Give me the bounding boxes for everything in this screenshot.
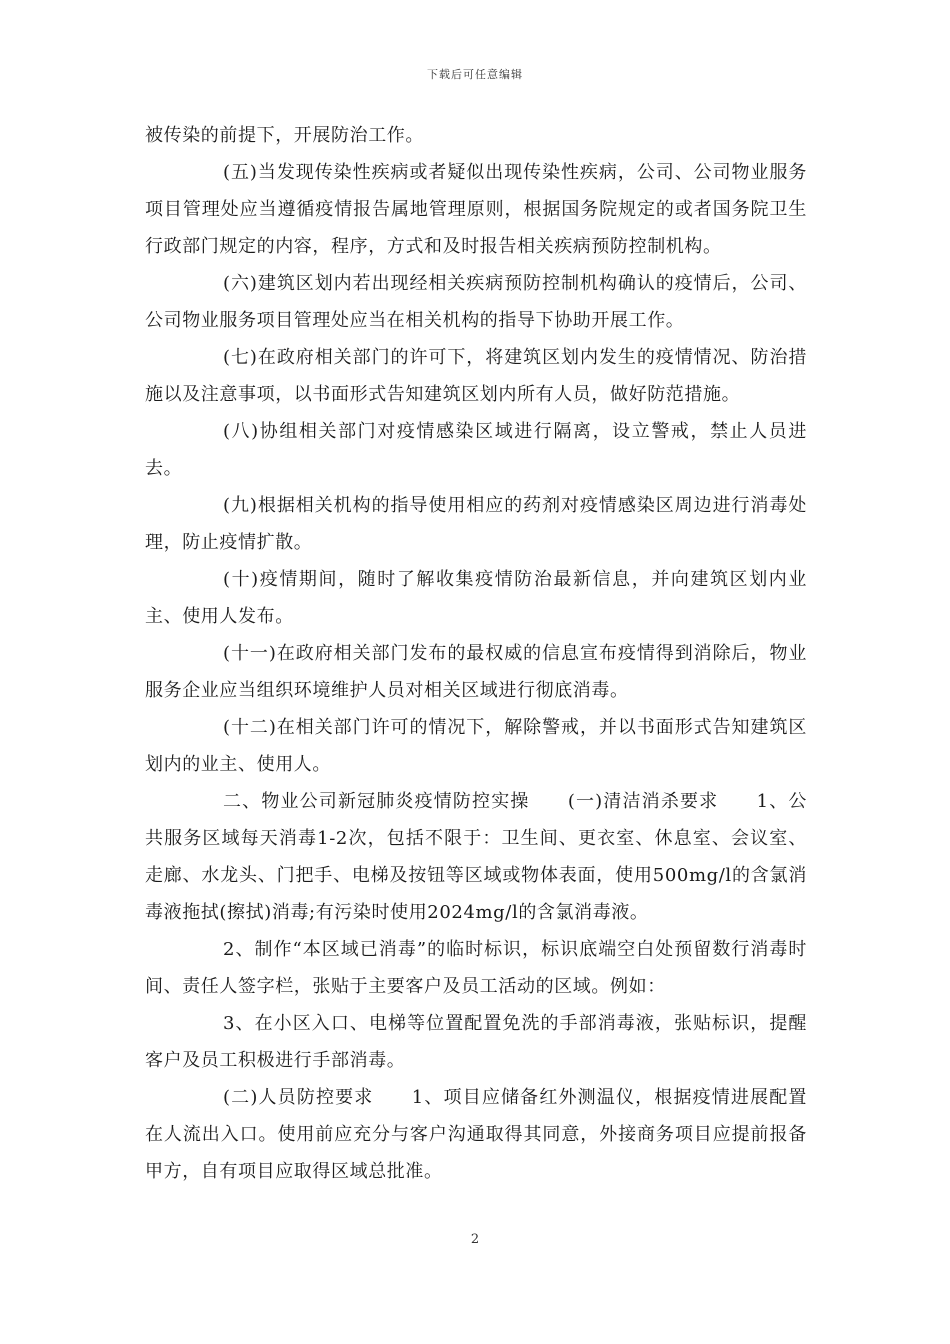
paragraph-item-8: (八)协组相关部门对疫情感染区域进行隔离，设立警戒，禁止人员进去。 [145, 421, 807, 479]
page-number: 2 [470, 1232, 480, 1247]
page-header: 下载后可任意编辑 [427, 68, 523, 81]
paragraph-personnel-control: (二)人员防控要求 1、项目应储备红外测温仪，根据疫情进展配置在人流出入口。使用前应充分与客户沟通取得其同意，外接商务项目应提前报备甲方，自有项目应取得区域总批准。 [145, 1087, 807, 1182]
paragraph-item-5: (五)当发现传染性疾病或者疑似出现传染性疾病，公司、公司物业服务项目管理处应当遵循疫情报告属地管理原则，根据国务院规定的或者国务院卫生行政部门规定的内容，程序，方式和及时报告相关疾病预防控制机构。 [145, 162, 807, 257]
document-body [145, 117, 807, 1190]
paragraph-item-6: (六)建筑区划内若出现经相关疾病预防控制机构确认的疫情后，公司、公司物业服务项目管理处应当在相关机构的指导下协助开展工作。 [145, 273, 807, 331]
paragraph-1: 被传染的前提下，开展防治工作。 [145, 125, 424, 146]
paragraph-section-2-cleaning: 二、物业公司新冠肺炎疫情防控实操 (一)清洁消杀要求 1、公共服务区域每天消毒1-2次，包括不限于：卫生间、更衣室、休息室、会议室、走廊、水龙头、门把手、电梯及按钮等区域或物体表面，使用500mg/l的含氯消毒液拖拭(擦拭)消毒;有污染时使用2024mg/l的含氯消毒液。 [145, 791, 807, 923]
paragraph-item-11: (十一)在政府相关部门发布的最权威的信息宣布疫情得到消除后，物业服务企业应当组织环境维护人员对相关区域进行彻底消毒。 [145, 643, 807, 701]
paragraph-item-7: (七)在政府相关部门的许可下，将建筑区划内发生的疫情情况、防治措施以及注意事项，以书面形式告知建筑区划内所有人员，做好防范措施。 [145, 347, 807, 405]
paragraph-item-12: (十二)在相关部门许可的情况下，解除警戒，并以书面形式告知建筑区划内的业主、使用人。 [145, 717, 807, 775]
paragraph-item-10: (十)疫情期间，随时了解收集疫情防治最新信息，并向建筑区划内业主、使用人发布。 [145, 569, 807, 627]
paragraph-disinfected-sign: 2、制作“本区域已消毒”的临时标识，标识底端空白处预留数行消毒时间、责任人签字栏，张贴于主要客户及员工活动的区域。例如： [145, 939, 807, 997]
paragraph-item-9: (九)根据相关机构的指导使用相应的药剂对疫情感染区周边进行消毒处理，防止疫情扩散。 [145, 495, 807, 553]
paragraph-hand-sanitizer: 3、在小区入口、电梯等位置配置免洗的手部消毒液，张贴标识，提醒客户及员工积极进行手部消毒。 [145, 1013, 807, 1071]
